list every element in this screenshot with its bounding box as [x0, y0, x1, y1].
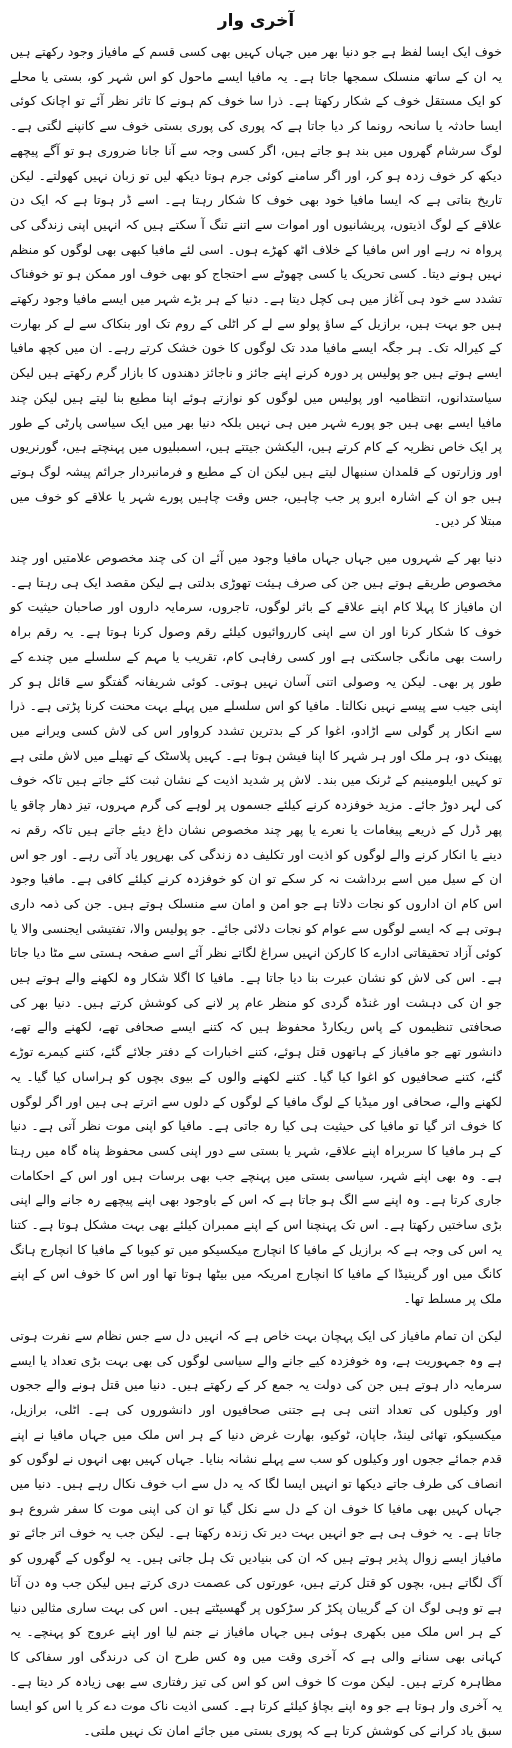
article-paragraph-2: دنیا بھر کے شہروں میں جہاں جہاں مافیا وجود میں آئے ان کی چند مخصوص علامتیں اور چند مخصوص طریقے ہوتے ہیں جن کی صرف ہیئت تھوڑی بدلتی ہے لیکن مقصد ایک ہی رہتا ہے۔ ان مافیاز کا پہلا کام اپنے علاقے کے باثر لوگوں، تاجروں، سرمایہ داروں اور صاحبان حیثیت کو خوف کا شکار کرنا اور ان سے اپنی کارروائیوں کیلئے رقم وصول کرنا ہوتا ہے۔ یہ رقم براہ راست بھی مانگی جاسکتی ہے اور کسی رفاہی کام، تقریب یا مہم کے سلسلے میں چندے کے طور پر بھی۔ لیکن یہ وصولی اتنی آسان نہیں ہوتی۔ کوئی شریفانہ گفتگو سے قائل ہو کر اپنی جیب سے پیسے نہیں نکالتا۔ مافیا کو اس سلسلے میں پہلے بہت محنت کرنا پڑتی ہے۔ ذرا سے انکار پر گولی سے اڑادو، اغوا کر کے بدترین تشدد کرواور اس کی لاش کسی ویرانے میں پھینک دو، ہر ملک اور ہر شہر کا اپنا فیشن ہوتا ہے۔ کہیں پلاسٹک کے تھیلے میں لاش ملتی ہے تو کہیں ایلومینیم کے ٹرنک میں بند۔ لاش پر شدید اذیت کے نشان ثبت کئے جاتے ہیں تاکہ خوف کی لہر دوڑ جائے۔ مزید خوفزدہ کرنے کیلئے جسموں پر لوہے کی گرم مہروں، تیز دھار چاقو یا پھر ڈرل کے ذریعے پیغامات یا نعرے یا پھر چند مخصوص نشان داغ دیئے جاتے ہیں تاکہ رقم نہ دینے یا انکار کرنے والے لوگوں کو اذیت اور تکلیف دہ زندگی کی بھرپور یاد آتی رہے۔ اور جو اس ان کے سیل میں اسے برداشت نہ کر سکے تو ان کو خوفزدہ کرنے کیلئے کافی ہے۔ مافیا وجود اس کام ان اداروں کو نجات دلاتا ہے جو امن و امان سے منسلک ہوتے ہیں۔ جن کی ذمہ داری ہوتی ہے کہ ایسے لوگوں سے عوام کو نجات دلائی جائے۔ جو پولیس والا، تفتیشی ایجنسی والا یا کوئی آزاد تحقیقاتی ادارے کا کارکن انہیں سراغ لگاتے نظر آئے اسے صفحہ ہستی سے مٹا دیا جاتا ہے۔ اس کی لاش کو نشان عبرت بنا دیا جاتا ہے۔ مافیا کا اگلا شکار وہ لکھنے والے ہوتے ہیں جو ان کی دہشت اور غنڈہ گردی کو منظر عام پر لانے کی کوشش کرتے ہیں۔ دنیا بھر کی صحافتی تنظیموں کے پاس ریکارڈ محفوظ ہیں کہ کتنے ایسے صحافی تھے، لکھنے والے تھے، دانشور تھے جو مافیاز کے ہاتھوں قتل ہوئے، کتنے اخبارات کے دفتر جلائے گئے، کتنے کیمرے توڑے گئے، کتنے صحافیوں کو اغوا کیا گیا۔ کتنے لکھنے والوں کے بیوی بچوں کو ہراساں کیا گیا۔ یہ لکھنے والے، صحافی اور میڈیا کے لوگ مافیا کے لوگوں کے دلوں سے اترتے ہی ہیں اور اگر لوگوں کا خوف اتر گیا تو مافیا کی حیثیت ہی کیا رہ جاتی ہے۔ مافیا کو اپنی موت نظر آتی ہے۔ دنیا کے ہر مافیا کا سربراہ اپنے علاقے، شہر یا بستی سے دور اپنی کسی محفوظ پناہ گاہ میں رہتا ہے۔ وہ بھی اپنے شہر، سیاسی بستی میں پہنچے جب بھی برسات ہیں اور اس کے احکامات جاری کرتا ہے۔ وہ اپنے سے الگ ہو جاتا ہے کہ اس کے باوجود بھی اپنے پیچھے رہ جانے والے اپنی بڑی ساختیں رکھتا ہے۔ اس تک پہنچنا اس کے اپنے ممبران کیلئے بھی بہت مشکل ہوتا ہے۔ کتنا یہ اس کی وجہ ہے کہ برازیل کے مافیا کا انچارج میکسیکو میں تو کیوبا کے مافیا کا انچارج ہانگ کانگ میں اور گرینیڈا کے مافیا کا انچارج امریکہ میں بیٹھا ہوتا تھا اور اس کا خوف اس کے اپنے ملک پر مسلط تھا۔	[10, 550, 502, 1307]
article-paragraph-1: خوف ایک ایسا لفظ ہے جو دنیا بھر میں جہاں کہیں بھی کسی قسم کے مافیاز وجود رکھتے ہیں یہ ان کے ساتھ منسلک سمجھا جاتا ہے۔ یہ مافیا ایسے ماحول کو اس شہر کو، بستی یا محلے کو ایک مستقل خوف کے شکار رکھتا ہے۔ ذرا سا خوف کم ہونے کا تاثر نظر آئے تو اچانک کوئی ایسا حادثہ یا سانحہ رونما کر دیا جاتا ہے کہ پوری کی پوری بستی خوف سے کانپنے لگتی ہے۔ لوگ سرشام گھروں میں بند ہو جاتے ہیں، اگر کسی وجہ سے آنا جانا ضروری ہو تو آگے پیچھے دیکھ کر خوف زدہ ہو کر، اور اگر سامنے کوئی جرم ہوتا دیکھ لیں تو زبان نہیں کھولتے۔ لیکن تاریخ بتاتی ہے کہ ایسا مافیا خود بھی خوف کا شکار رہتا ہے۔ اسے ڈر ہوتا ہے کہ ایک دن علاقے کے لوگ اذیتوں، پریشانیوں اور اموات سے اتنے تنگ آ سکتے ہیں کہ انہیں اپنی زندگی کی پرواہ نہ رہے اور اس مافیا کے خلاف اٹھ کھڑے ہوں۔ اسی لئے مافیا کبھی بھی لوگوں کو منظم نہیں ہونے دیتا۔ کسی تحریک یا کسی چھوٹے سے احتجاج کو بھی خوف اور ممکن ہو تو خوفناک تشدد سے خود ہی آغاز میں ہی کچل دیتا ہے۔ دنیا کے ہر بڑے شہر میں ایسے مافیا وجود رکھتے ہیں جو بہت ہیں، برازیل کے ساؤ پولو سے لے کر اٹلی کے روم تک اور بنکاک سے لے کر بھارت کے کیرالہ تک۔ ہر جگہ ایسے مافیا مدد تک لوگوں کا خون خشک کرتے رہے۔ ان میں کچھ مافیا ایسے ہوتے ہیں جو پولیس پر دورہ کرنے اپنے جائز و ناجائز دھندوں کا بازار گرم رکھتے ہیں لیکن سیاستدانوں، انتظامیہ اور پولیس میں لوگوں کو نوازتے ہوئے اپنا مطیع بنا لیتے ہیں لیکن چند مافیا ایسے بھی ہیں جو پورے شہر میں ہی نہیں بلکہ دنیا بھر میں ایک سیاسی پارٹی کے طور پر ایک خاص نظریہ کے کام کرتے ہیں، الیکشن جیتتے ہیں، اسمبلیوں میں پہنچتے ہیں، گورنریوں اور وزارتوں کے قلمدان سنبھال لیتے ہیں لیکن ان کے مطیع و فرمانبردار جرائم پیشہ لوگ ہوتے ہیں جو ان کے اشارہ ابرو پر جب چاہیں، جس وقت چاہیں پورے شہر یا علاقے کو خوف میں مبتلا کر دیں۔	[10, 44, 502, 529]
article-paragraph-3: لیکن ان تمام مافیاز کی ایک پہچان بہت خاص ہے کہ انہیں دل سے جس نظام سے نفرت ہوتی ہے وہ جمہوریت ہے، وہ خوفزدہ کیے جانے والے سیاسی لوگوں کی بھی بہت بڑی تعداد یا ایسے سرمایہ دار ہوتے ہیں جن کی دولت یہ جمع کر کے رکھتے ہیں۔ دنیا میں قتل ہونے والے ججوں اور وکیلوں کی تعداد اتنی ہی ہے جتنی صحافیوں اور دانشوروں کی ہے۔ اٹلی، برازیل، میکسیکو، تھائی لینڈ، جاپان، ٹوکیو، بھارت غرض دنیا کے ہر اس ملک میں جہاں مافیا نے اپنے قدم جمائے ججوں اور وکیلوں کو سب سے پہلے نشانہ بنایا۔ جہاں کہیں بھی انہوں نے لوگوں کو انصاف کی طرف جاتے دیکھا تو انہیں ایسا لگا کہ یہ دل سے اب خوف نکال رہے ہیں۔ دنیا میں جہاں کہیں بھی مافیا کا خوف ان کے دل سے نکل گیا تو ان کی اپنی موت کا سفر شروع ہو جاتا ہے۔ یہ خوف ہی ہے جو انہیں بہت دیر تک زندہ رکھتا ہے۔ لیکن جب یہ خوف اتر جائے تو مافیاز ایسے زوال پذیر ہوتے ہیں کہ ان کی بنیادیں تک ہل جاتی ہیں۔ یہ لوگوں کے گھروں کو آگ لگاتے ہیں، بچوں کو قتل کرتے ہیں، عورتوں کی عصمت دری کرتے ہیں لیکن جب وہ دن آتا ہے تو وہی لوگ ان کے گریبان پکڑ کر سڑکوں پر گھسیٹتے ہیں۔ اس کی بہت ساری مثالیں دنیا کے ہر اس ملک میں بکھری ہوئی ہیں جہاں مافیاز نے جنم لیا اور اپنے عروج کو پہنچے۔ یہ کہانی بھی سنانے والی ہے کہ آخری وقت میں وہ کس طرح ان کی درندگی اور سفاکی کا مظاہرہ کرتے ہیں۔ لیکن موت کا خوف اس کو اس کی تیز رفتاری سے بھی زیادہ کر دیتا ہے۔ یہ آخری وار ہوتا ہے جو وہ اپنے بچاؤ کیلئے کرتا ہے۔ کسی اذیت ناک موت دے کر یا اس کو ایسا سبق یاد کرانے کی کوشش کرتا ہے کہ پوری بستی میں جائے امان تک نہیں ملتی۔	[10, 1327, 502, 1739]
article-title: آخری وار	[217, 11, 295, 31]
